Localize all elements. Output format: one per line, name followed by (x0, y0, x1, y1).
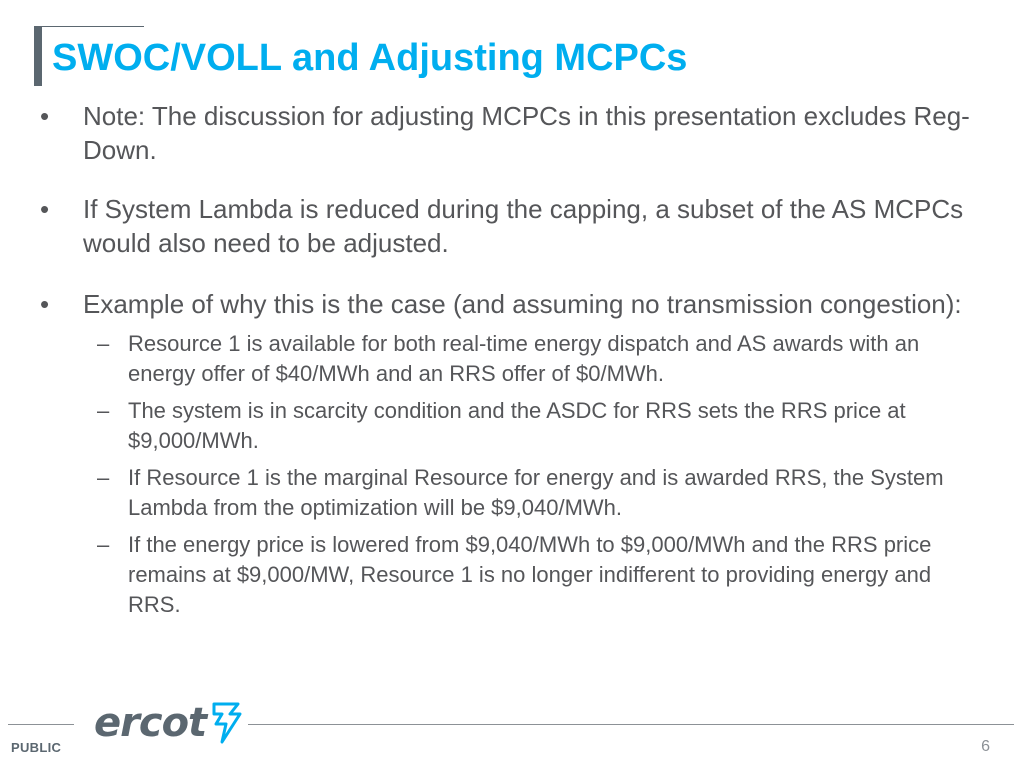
bullet-item (40, 192, 980, 260)
bullet-text: If System Lambda is reduced during the capping, a subset of the AS MCPCs would also need to be adjusted. (83, 194, 964, 258)
bullet-text: Note: The discussion for adjusting MCPCs in this presentation excludes Reg-Down. (83, 101, 970, 165)
sub-bullet-item (40, 463, 980, 523)
sub-bullet-text: If the energy price is lowered from $9,040/MWh to $9,000/MWh and the RRS price remains at $9,000/MW, Resource 1 is no longer indifferent to providing energy and RRS. (128, 532, 932, 617)
bullet-item (40, 99, 980, 167)
title-accent-bar (34, 26, 42, 86)
slide-content (40, 99, 980, 627)
bullet-marker: • (40, 289, 50, 319)
classification-label: PUBLIC (11, 740, 62, 755)
logo-wordmark: ercot (94, 700, 207, 746)
ercot-lightning-bolt-icon (210, 700, 244, 746)
sub-bullet-text: Resource 1 is available for both real-time energy dispatch and AS awards with an energy offer of $40/MWh and an RRS offer of $0/MWh. (128, 331, 920, 386)
ercot-logo (94, 700, 244, 746)
sub-bullet-item (40, 530, 980, 620)
bullet-marker: • (40, 101, 50, 131)
sub-bullet-marker: – (97, 331, 110, 356)
slide-title: SWOC/VOLL and Adjusting MCPCs (52, 37, 688, 79)
sub-bullet-marker: – (97, 398, 110, 423)
footer-divider-right (248, 724, 1014, 725)
sub-bullet-marker: – (97, 465, 110, 490)
sub-bullet-item (40, 329, 980, 389)
title-accent-rule (34, 26, 144, 27)
sub-bullet-item (40, 396, 980, 456)
sub-bullet-list (40, 329, 980, 620)
bullet-marker: • (40, 194, 50, 224)
footer-divider-left (8, 724, 74, 725)
sub-bullet-marker: – (97, 532, 110, 557)
sub-bullet-text: The system is in scarcity condition and the ASDC for RRS sets the RRS price at $9,000/MWh. (128, 398, 906, 453)
page-number: 6 (981, 738, 990, 755)
sub-bullet-text: If Resource 1 is the marginal Resource for energy and is awarded RRS, the System Lambda from the optimization will be $9,040/MWh. (128, 465, 944, 520)
bullet-text: Example of why this is the case (and assuming no transmission congestion): (83, 289, 962, 319)
bullet-item (40, 287, 980, 321)
